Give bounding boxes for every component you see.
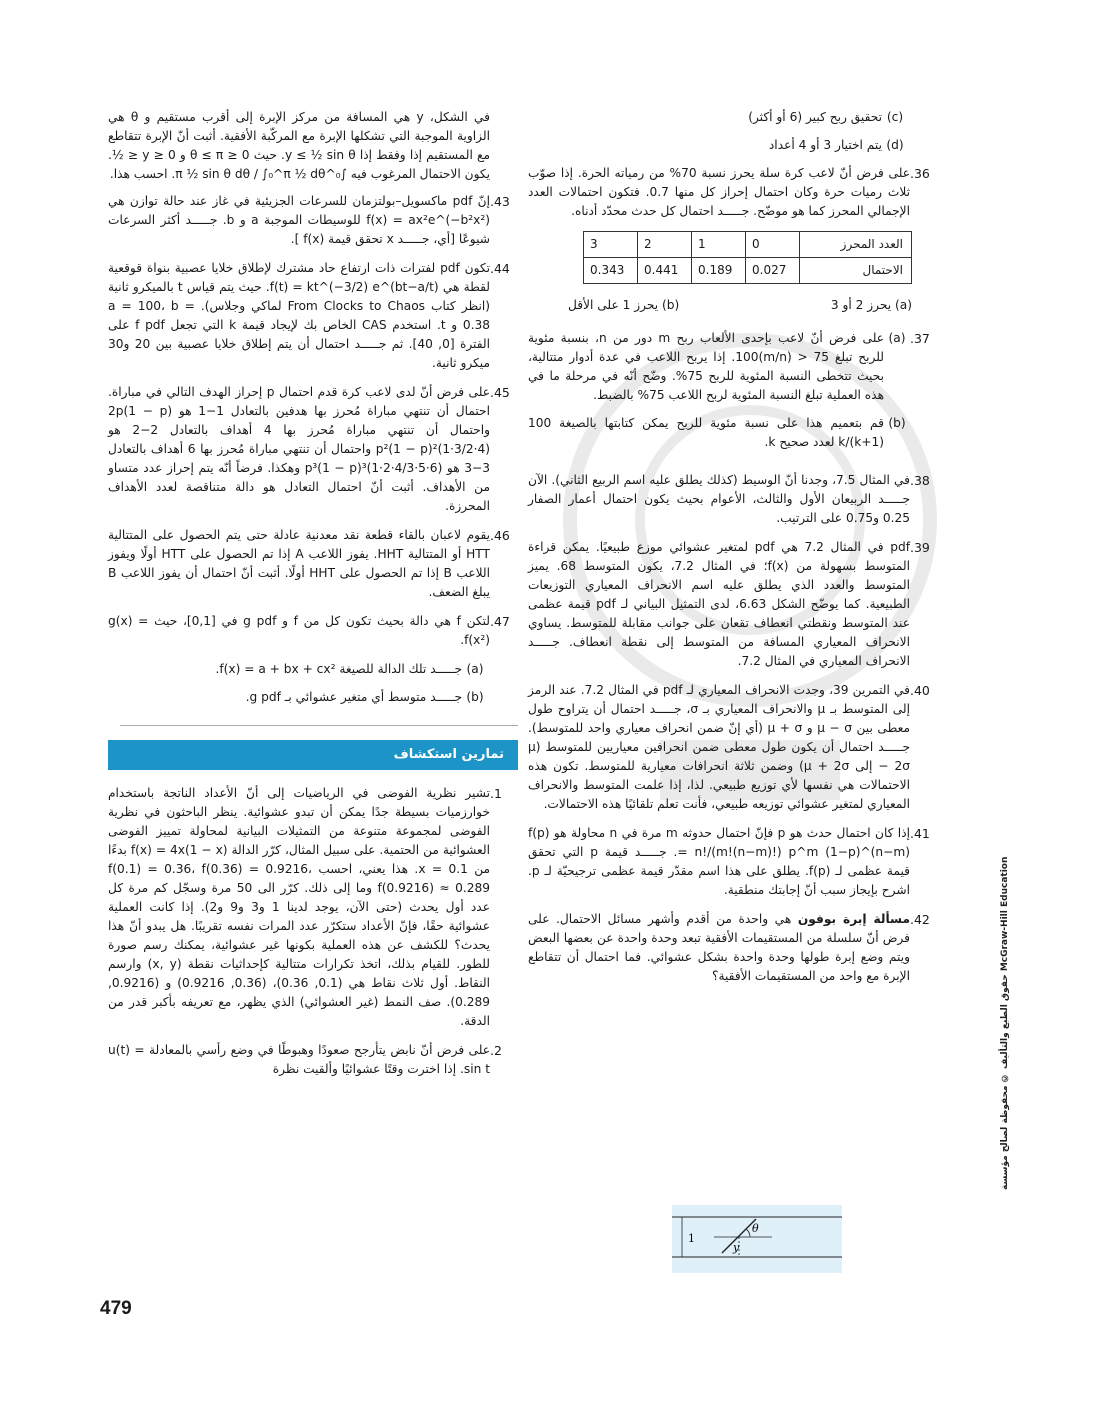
q38-text: في المثال 7.5، وجدنا أنّ الوسيط (كذلك يطلق عليه اسم الربيع الثاني). الآن جـــــد الربيعان الأول والثالث، الأعوام بحيث يكون احتمال أعمار الصفار 0.25 و0.75 على الترتيب. — [528, 473, 910, 525]
question-47 — [108, 612, 518, 650]
page-number: 479 — [100, 1298, 132, 1319]
table-cell: 3 — [584, 232, 638, 258]
q36-text: على فرض أنّ لاعب كرة سلة يحرز نسبة 70% من رمياته الحرة. إذا صوّب ثلاث رميات حرة وكان احتمال إحراز كل منها 0.7. فتكون احتمالات العدد الإجمالي المحرز كما هو موضّح. جـــــد احتمال كل حدث محدّد أدناه. — [528, 166, 910, 218]
question-41 — [528, 824, 938, 900]
q46-number: 46. — [490, 528, 510, 543]
q35-part-c — [528, 108, 938, 127]
table-cell: 2 — [638, 232, 692, 258]
question-40 — [528, 681, 938, 814]
q47-part-a — [108, 660, 518, 679]
diagram-label-one: 1 — [688, 1232, 695, 1245]
q36-part-b — [568, 296, 679, 315]
q37-b-text: قم بتعميم هذا على نسبة مئوية للربح يمكن كتابتها بالصيغة 100 k/(k+1) لعدد صحيح k. — [528, 416, 884, 449]
question-36 — [528, 164, 938, 221]
table-cell: 0.441 — [638, 258, 692, 284]
q36-a-text: يحرز 2 أو 3 — [830, 298, 892, 312]
left-column — [108, 108, 518, 1089]
question-45 — [108, 383, 518, 516]
q35-c-label: (c) — [886, 110, 904, 124]
q46-text: يقوم لاعبان بالقاء قطعة نقد معدنية عادلة حتى يتم الحصول على المتتالية HTT أو المتتالية HHT. يفوز اللاعب A إذا تم الحصول على HTT أولًا ويفوز اللاعب B إذا تم الحصول على HHT أولًا. أثبت أنّ احتمال أن يفوز اللاعب B يبلغ الضعف. — [108, 528, 490, 599]
q47-number: 47. — [490, 614, 510, 629]
q35-d-text: يتم اختيار 3 أو 4 أعداد — [768, 138, 882, 152]
q41-text: إذا كان احتمال حدث هو p فإنّ احتمال حدوثه m مرة في n محاولة هو f(p) = n!/(m!(n−m)!) p^m (1−p)^(n−m). جـــــد قيمة p التي تحقق قيمة عظمى لـ f(p). يطلق على هذا اسم مقدّر قيمة عظمى ترجيحيّة لـ p. اشرح بإيجاز سبب أنّ إجابتك منطقية. — [528, 826, 911, 897]
question-44 — [108, 259, 518, 373]
q35-part-d — [528, 136, 938, 155]
q39-text: pdf في المثال 7.2 هي pdf لمتغير عشوائي موزع طبيعيًا. يمكن قراءة المتوسط بسهولة من f(x)؛ في المثال 7.2، يكون المتوسط 68. يميز المتوسط والعدد الذي يطلق عليه اسم الانحراف المعياري التوزيعات الطبيعية. كما يوضّح الشكل 6.63، لدى التمثيل البياني لـ pdf قيمة عظمى عند المتوسط ونقطتي انعطاف تقعان على جوانب مقابلة للمتوسط. يساوي الانحراف المعياري المسافة من المتوسط إلى نقطة انعطاف. جـــــد الانحراف المعياري في المثال 7.2. — [528, 540, 911, 668]
e1-number: 1. — [490, 786, 502, 801]
q36-part-a — [831, 296, 912, 315]
question-46 — [108, 526, 518, 602]
q37-b-label: (b) — [888, 416, 906, 430]
q45-text: على فرض أنّ لدى لاعب كرة قدم احتمال p إحراز الهدف التالي في مباراة. احتمال أن تنتهي مباراة مُحرز بها هدفين بالتعادل 1−1 هو 2p(1 − p) واحتمال أن تنتهي مباراة مُحرز بها 4 أهداف بالتعادل 2−2 هو (4·3/2·1)p²(1 − p)² واحتمال أن تنتهي مباراة مُحرز بها 6 أهداف بالتعادل 3−3 هو (6·5·4/3·2·1)p³(1 − p)³ وهكذا. فرضاً أنّه يتم إحراز عدد متساو من الأهداف. أثبت أنّ احتمال التعادل هو دالة متناقصة لعدد الأهداف المحرزة. — [108, 385, 491, 513]
q35-c-text: تحقيق ربح كبير (6 أو أكثر) — [748, 110, 882, 124]
q35-d-label: (d) — [886, 138, 904, 152]
question-38 — [528, 471, 938, 528]
q47-b-label: (b) — [466, 690, 484, 704]
table-cell: 0 — [746, 232, 800, 258]
q47-text: لتكن f هي دالة بحيث تكون كل من f و g pdf في [0,1]، حيث g(x) = f(x²). — [108, 614, 490, 647]
e2-text: على فرض أنّ نابض يتأرجح صعودًا وهبوطًا في وضع رأسي بالمعادلة u(t) = sin t. إذا اخترت وقتًا عشوائيًا وألقيت نظرة — [108, 1043, 490, 1076]
table-prob-label: الاحتمال — [800, 258, 912, 284]
table-header-label: العدد المحرز — [800, 232, 912, 258]
q42-title: مسألة إبرة بوفون — [797, 912, 911, 926]
q37-part-a — [528, 329, 910, 405]
table-cell: 1 — [692, 232, 746, 258]
q45-number: 45. — [490, 385, 510, 400]
diagram-label-y: y — [733, 1241, 740, 1254]
q37-a-label: (a) — [888, 331, 906, 345]
question-37 — [528, 329, 938, 461]
q42-body — [528, 910, 910, 986]
q36-probability-table — [583, 231, 912, 284]
question-39 — [528, 538, 938, 671]
q36-a-label: (a) — [895, 298, 912, 312]
e1-text: تشير نظرية الفوضى في الرياضيات إلى أنّ الأعداد الناتجة باستخدام خوارزميات بسيطة جدًا يمكن أن تبدو عشوائية. ينظر الباحثون في نظرية الفوضى لمجموعة متنوعة من التمثيلات البيانية لمحاولة تمييز الفوضى العشوائية من الحتمية. على سبيل المثال، كرّر الدالة f(x) = 4x(1 − x) بدءًا من x = 0.1. هذا يعني، احسب f(0.1) = 0.36، f(0.36) = 0.9216، f(0.9216) ≈ 0.289 وما إلى ذلك. كرّر الى 50 مرة وسجّل كم مرة كل عدد أول يحدث (حتى الآن، يوجد لدينا 1 و3 و9 و2). إذا كانت العملية عشوائية حقًا، فإنّ الأعداد ستكرّر عدد المرات نفسه تقريبًا. هل يبدو أنّ هذا يحدث؟ للكشف عن هذه العملية بكونها غير عشوائية، يمكنك رسم صورة للطور. للقيام بذلك، اتخذ تكرارات متتالية كإحداثيات نقطة (x, y) وارسم النقاط. أول ثلاث نقاط هي (0.1, 0.36)، (0.36, 0.9216) و (0.9216, 0.289). صف النمط (غير العشوائي) الذي يظهر، مع تعريفه بأكبر قدر من الدقة. — [108, 786, 491, 1028]
table-row — [584, 232, 912, 258]
q42-text: هي واحدة من أقدم وأشهر مسائل الاحتمال. على فرض أنّ سلسلة من المستقيمات الأفقية تبعد وحدة واحدة عن بعضها البعض ويتم وضع إبرة طولها وحدة واحدة بشكل عشوائي. فما احتمال أن تتقاطع الإبرة مع واحد من المستقيمات الأفقية؟ — [528, 912, 910, 983]
q42-number: 42. — [910, 912, 930, 927]
q44-text: تكون pdf لفترات ذات ارتفاع حاد مشترك لإطلاق خلايا عصبية بنواة قوقعية لقطة هي f(t) = kt^(−3/2) e^(bt−a/t). حيث يتم قياس t بالميكرو ثانية (انظر كتاب From Clocks to Chaos لماكي وجلاس). a = 100، b = 0.38 و t. استخدم CAS الخاص بك لإيجاد قيمة k التي تجعل f pdf على الفترة [0, 40]. ثم جـــــد احتمال أن يتم إطلاق خلايا عصبية بين 20 و30 ميكرو ثانية. — [108, 261, 491, 370]
q40-number: 40. — [910, 683, 930, 698]
q37-number: 37. — [910, 331, 930, 346]
q36-b-label: (b) — [662, 298, 680, 312]
table-cell: 0.027 — [746, 258, 800, 284]
q40-text: في التمرين 39، وجدت الانحراف المعياري لـ pdf في المثال 7.2. عند الرمز إلى المتوسط بـ μ والانحراف المعياري بـ σ، جـــــد احتمال أن يتراوح طول معطى بين μ − σ و μ + σ (أي إنّ ضمن انحراف معياري واحد للمتوسط). جـــــد احتمال أن يكون طول معطى ضمن انحرافين معياريين للمتوسط (μ − 2σ إلى μ + 2σ) وضمن ثلاثة انحرافات معيارية للمتوسط. تكون هذه الاحتمالات هي نفسها لأي توزيع طبيعي. لذا، إذا علمت المتوسط والانحراف المعياري لمتغير عشوائي توزيعه طبيعي، فأنت تعلم تلقائيًا هذه الاحتمالات. — [528, 683, 911, 811]
exploratory-exercise-2 — [108, 1041, 518, 1079]
table-cell: 0.189 — [692, 258, 746, 284]
q37-a-text: على فرض أنّ لاعب بإحدى الألعاب ربح m دور من n، بنسبة مئوية للربح تبلغ 75 < (m/n)100. إذا يربح اللاعب في عدة أدوار متتالية، بحيث تتخطى النسبة المئوية للربح 75%. وضّح أنّه في مرحلة ما في هذه العملية تبلغ النسبة المئوية لربح اللاعب 75% بالضبط. — [528, 331, 885, 402]
q43-text: إنّ pdf ماكسويل–بولتزمان للسرعات الجزيئية في غاز عند حالة توازن هي f(x) = ax²e^(−b²x²) للوسيطات الموجبة a و b. جـــــد أكثر السرعات شيوعًا [أي، جـــــد x تحقق قيمة f(x) ]. — [108, 194, 490, 246]
section-heading: تمارين استكشاف — [108, 740, 518, 770]
exploratory-exercise-1 — [108, 784, 518, 1031]
copyright-sidebar: حقوق الطبع والتأليف © محفوظة لصالح مؤسسة McGraw-Hill Education — [1000, 856, 1010, 1190]
buffon-needle-diagram — [672, 1205, 842, 1273]
table-cell: 0.343 — [584, 258, 638, 284]
q38-number: 38. — [910, 473, 930, 488]
diagram-label-theta: θ — [752, 1222, 759, 1235]
q47-a-text: جـــــد تلك الدالة للصيغة f(x) = a + bx + cx². — [215, 662, 462, 676]
q41-number: 41. — [910, 826, 930, 841]
right-column — [528, 108, 938, 996]
q36-b-text: يحرز 1 على الأقل — [568, 298, 659, 312]
q47-b-text: جـــــد متوسط أي متغير عشوائي بـ g pdf. — [245, 690, 462, 704]
q39-number: 39. — [910, 540, 930, 555]
q47-a-label: (a) — [466, 662, 484, 676]
q42-continuation: في الشكل، y هي المسافة من مركز الإبرة إلى أقرب مستقيم و θ هي الزاوية الموجبة التي تشكلها الإبرة مع المركّبة الأفقية. أثبت أنّ الإبرة تتقاطع مع المستقيم إذا وفقط إذا y ≤ ½ sin θ. حيث 0 ≤ θ ≤ π و 0 ≤ y ≤ ½. يكون الاحتمال المرغوب فيه ∫₀^π ½ sin θ dθ / ∫₀^π ½ dθ. احسب هذا. — [108, 110, 490, 181]
q47-part-b — [108, 688, 518, 707]
e2-number: 2. — [490, 1043, 502, 1058]
q36-parts — [528, 296, 938, 315]
question-43 — [108, 192, 518, 249]
section-divider — [120, 725, 518, 726]
q36-number: 36. — [910, 166, 930, 181]
q44-number: 44. — [490, 261, 510, 276]
q43-number: 43. — [490, 194, 510, 209]
q37-part-b — [528, 414, 910, 452]
table-row — [584, 258, 912, 284]
question-42 — [528, 910, 938, 986]
q37-body — [528, 329, 910, 461]
